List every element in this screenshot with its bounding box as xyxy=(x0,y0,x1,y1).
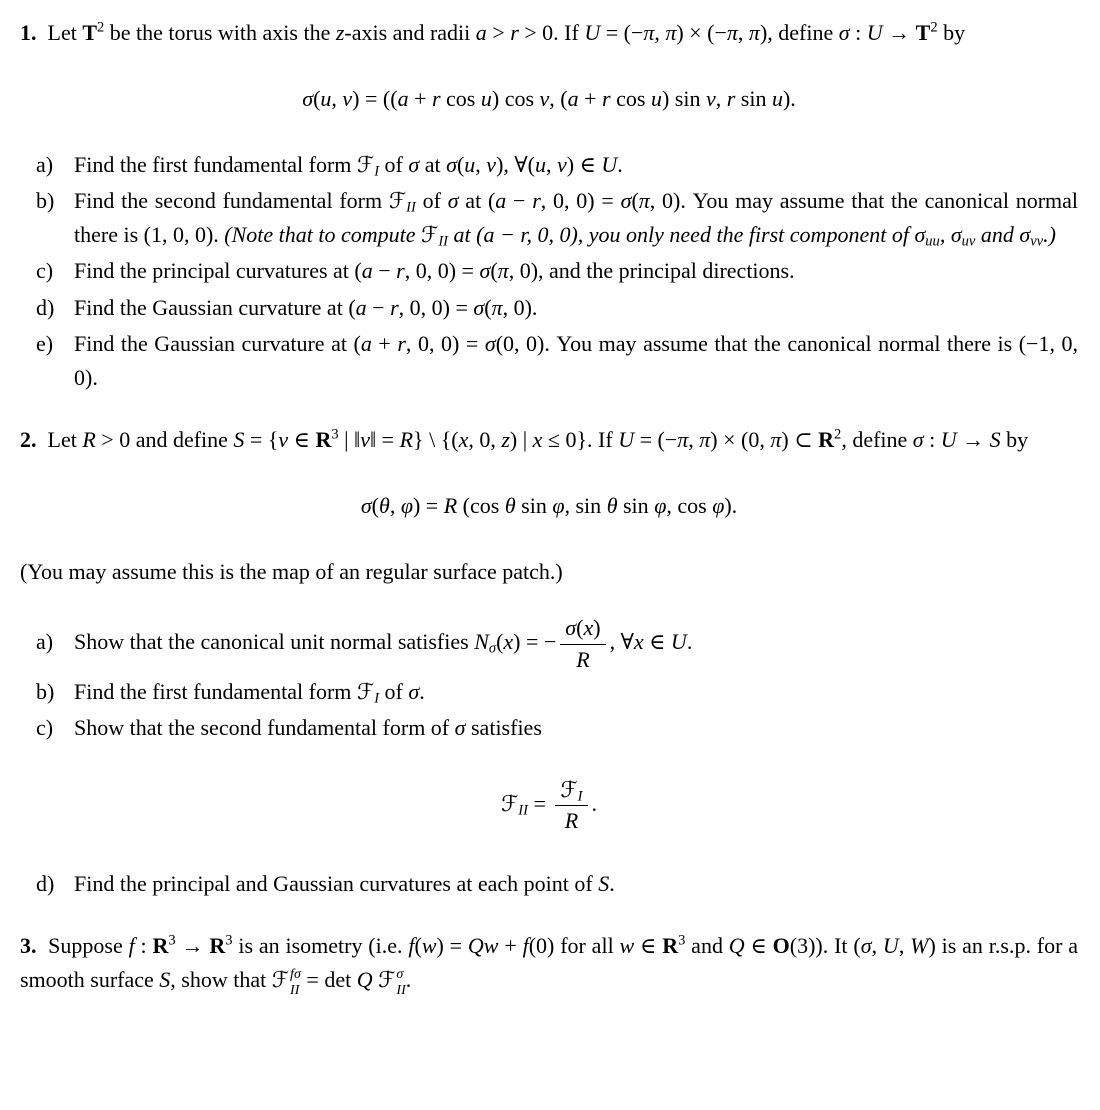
text-segment: . xyxy=(591,791,598,817)
problem-1-parts xyxy=(20,148,1078,395)
text-segment: ∈ xyxy=(634,932,663,958)
text-segment: U xyxy=(584,20,601,45)
text-segment: Find the principal curvatures at ( xyxy=(74,258,362,284)
text-segment: r xyxy=(602,86,611,112)
problem-2-note xyxy=(20,555,1078,589)
problem-2-parts-abc xyxy=(20,615,1078,745)
text-segment: ∈ xyxy=(744,932,773,958)
text-segment: , show that xyxy=(170,967,272,993)
text-segment: r xyxy=(390,294,399,320)
text-segment: a xyxy=(355,294,367,320)
text-segment: π xyxy=(699,426,711,452)
text-segment: R xyxy=(662,932,679,958)
text-segment: R xyxy=(818,426,835,452)
text-segment: Find the Gaussian curvature at ( xyxy=(74,330,361,356)
text-segment: . xyxy=(686,629,693,655)
text-segment: > 0 and define xyxy=(95,426,234,452)
problem-1-part-b xyxy=(20,184,1078,252)
text-segment: II xyxy=(406,199,416,216)
text-segment: R xyxy=(564,808,579,834)
text-segment: , xyxy=(871,932,883,958)
text-segment: φ xyxy=(712,492,725,518)
problem-2-part-d-list xyxy=(20,867,1078,901)
item-text xyxy=(74,184,1078,252)
text-segment: − xyxy=(506,188,533,214)
text-segment: O xyxy=(772,932,790,958)
text-segment: (You may assume this is the map of an regular surface patch.) xyxy=(20,559,563,585)
text-segment: + xyxy=(498,932,523,958)
text-segment: v xyxy=(557,152,567,178)
problem-2-intro xyxy=(20,423,1078,457)
text-segment: ) ⊂ xyxy=(781,426,819,452)
text-segment: σ xyxy=(447,188,459,214)
text-segment: , xyxy=(654,20,666,45)
text-segment: 2 xyxy=(930,19,938,36)
text-segment: of xyxy=(379,152,409,178)
text-segment: w xyxy=(421,932,437,958)
text-segment: U xyxy=(940,426,957,452)
sup-sub-stack: fσ II xyxy=(290,965,301,999)
text-segment: r xyxy=(726,86,736,112)
text-segment: σ xyxy=(484,330,496,356)
text-segment: σ xyxy=(912,426,924,452)
text-segment: : xyxy=(849,20,867,45)
text-segment: , xyxy=(546,152,557,178)
sup-sub-stack: σ II xyxy=(396,965,406,999)
text-segment: v xyxy=(278,426,289,452)
text-segment: 3 xyxy=(331,426,339,443)
text-segment: by xyxy=(937,20,966,45)
text-segment: be the torus with axis the xyxy=(104,20,336,45)
text-segment: (Note that to compute ℱ xyxy=(224,222,439,248)
text-segment: , 0, 0) = xyxy=(404,258,480,284)
text-segment: f xyxy=(128,932,135,958)
text-segment: = det xyxy=(300,967,357,993)
text-segment: , xyxy=(898,932,911,958)
text-segment: U xyxy=(618,426,635,452)
text-segment: 3 xyxy=(225,932,233,949)
text-segment: of xyxy=(415,188,448,214)
text-segment: (3)). It ( xyxy=(789,932,861,958)
text-segment: ( xyxy=(414,932,422,958)
text-segment: Q xyxy=(728,932,745,958)
fraction xyxy=(555,777,587,835)
text-segment: R xyxy=(576,646,590,672)
text-segment: u xyxy=(464,152,476,178)
text-segment: θ xyxy=(606,492,618,518)
text-segment: ℱ xyxy=(500,791,519,817)
text-segment: ∈ xyxy=(288,426,316,452)
text-segment: Let xyxy=(36,426,83,452)
text-segment: → xyxy=(882,20,916,45)
text-segment: ( xyxy=(313,86,321,112)
text-segment: − xyxy=(372,258,397,284)
item-label: b) xyxy=(36,678,55,704)
text-segment: I xyxy=(374,163,380,180)
text-segment: U xyxy=(601,152,618,178)
text-segment: , xyxy=(331,86,343,112)
text-segment: u xyxy=(535,152,546,178)
text-segment: .) xyxy=(1043,222,1056,248)
text-segment: ) cos xyxy=(491,86,540,112)
text-segment: vv xyxy=(1030,234,1044,250)
text-segment: ) = xyxy=(436,932,468,958)
text-segment: a xyxy=(397,86,409,112)
item-text xyxy=(74,254,1078,288)
text-segment: sin xyxy=(515,492,553,518)
text-segment: , xyxy=(939,222,951,248)
text-segment: Q xyxy=(356,967,373,993)
text-segment: (0) for all xyxy=(528,932,620,958)
text-segment: φ xyxy=(654,492,667,518)
text-segment: σ xyxy=(408,678,420,704)
text-segment: , 0). xyxy=(502,294,538,320)
text-segment: ∈ xyxy=(643,629,671,655)
text-segment: of xyxy=(379,678,409,704)
text-segment: at xyxy=(419,152,447,178)
text-segment: I xyxy=(374,690,380,707)
text-segment: σ xyxy=(860,932,872,958)
text-segment: 2 xyxy=(97,19,105,36)
text-segment: ) xyxy=(593,615,601,641)
text-segment: π xyxy=(491,294,503,320)
text-segment: σ xyxy=(360,492,372,518)
text-segment: . xyxy=(609,870,615,896)
text-segment: . xyxy=(419,678,425,704)
text-segment: π xyxy=(643,20,655,45)
text-segment: v xyxy=(486,152,497,178)
fraction xyxy=(560,615,605,673)
text-segment: : xyxy=(923,426,941,452)
text-segment: Suppose xyxy=(36,932,129,958)
text-segment: Show that the canonical unit normal satisfies xyxy=(74,629,475,655)
text-segment: z xyxy=(335,20,345,45)
text-segment: ( xyxy=(576,615,584,641)
text-segment: ) ∈ xyxy=(566,152,602,178)
text-segment: 3. xyxy=(20,932,37,958)
text-segment: ) is an r.s.p. for a smooth surface xyxy=(20,932,1079,993)
text-segment: σ xyxy=(565,615,577,641)
text-segment: u xyxy=(480,86,492,112)
text-segment: ). xyxy=(724,492,738,518)
text-segment: T xyxy=(915,20,931,45)
text-segment: , 0, 0) = xyxy=(540,188,621,214)
text-segment: -axis and radii xyxy=(344,20,476,45)
text-segment: Find the second fundamental form ℱ xyxy=(74,188,407,214)
text-segment: ( xyxy=(490,258,498,284)
text-segment: ≤ 0}. If xyxy=(542,426,619,452)
text-segment: = { xyxy=(244,426,279,452)
text-segment: → xyxy=(956,426,990,452)
text-segment: , sin xyxy=(564,492,607,518)
text-segment: U xyxy=(882,932,899,958)
text-segment: σ xyxy=(446,152,457,178)
text-segment: = (− xyxy=(600,20,644,45)
item-label: a) xyxy=(36,152,54,178)
problem-2-part-b xyxy=(20,675,1078,709)
text-segment: , ( xyxy=(549,86,568,112)
text-segment: u xyxy=(771,86,783,112)
text-segment: 2 xyxy=(834,426,842,443)
text-segment: a xyxy=(567,86,579,112)
text-segment: x xyxy=(583,615,594,641)
equation-torus-parametrization xyxy=(20,82,1078,116)
problem-2-part-c xyxy=(20,711,1078,745)
text-segment: 3 xyxy=(168,932,176,949)
text-segment: σ xyxy=(488,640,497,657)
text-segment: is an isometry (i.e. xyxy=(232,932,409,958)
text-segment: satisfies xyxy=(465,715,542,740)
text-segment: v xyxy=(342,86,353,112)
text-segment: ( xyxy=(484,294,492,320)
text-segment: , 0), and the principal directions. xyxy=(508,258,795,284)
text-segment: a xyxy=(495,188,507,214)
text-segment: ) × (− xyxy=(676,20,727,45)
text-segment: , 0, 0), you only need the first component of xyxy=(526,222,915,248)
text-segment: and xyxy=(975,222,1020,248)
text-segment: , 0, 0) = xyxy=(398,294,474,320)
text-segment: σ xyxy=(1019,222,1031,248)
text-segment: r xyxy=(396,258,405,284)
text-segment: II xyxy=(518,802,528,819)
text-segment: ( xyxy=(496,629,504,655)
text-segment: R xyxy=(443,492,458,518)
equation-sphere-parametrization xyxy=(20,489,1078,523)
text-segment: a xyxy=(360,330,372,356)
item-label: e) xyxy=(36,330,54,356)
text-segment: Let xyxy=(36,20,83,45)
text-segment: ℱ xyxy=(372,967,396,993)
text-segment: cos xyxy=(440,86,481,112)
text-segment: a xyxy=(483,222,495,248)
text-segment: ) × (0, xyxy=(710,426,771,452)
text-segment: − xyxy=(366,294,391,320)
problem-1-part-e xyxy=(20,327,1078,395)
text-segment: | ‖ xyxy=(338,426,361,452)
text-segment: S xyxy=(233,426,245,452)
text-segment: + xyxy=(408,86,432,112)
text-segment: r xyxy=(431,86,441,112)
text-segment: ℱ xyxy=(560,777,578,803)
text-segment: ) = xyxy=(412,492,444,518)
text-segment: , 0, 0) = xyxy=(405,330,485,356)
text-segment: Find the first fundamental form ℱ xyxy=(74,678,375,704)
text-segment: f xyxy=(522,932,529,958)
equation-second-fundamental-form xyxy=(20,777,1078,835)
problem-2-part-d xyxy=(20,867,1078,901)
text-segment: , cos xyxy=(666,492,713,518)
text-segment: σ xyxy=(408,152,420,178)
text-segment: Qw xyxy=(467,932,499,958)
text-segment: π xyxy=(770,426,782,452)
text-segment: > 0. If xyxy=(518,20,585,45)
item-text xyxy=(74,148,1078,182)
text-segment: u xyxy=(650,86,662,112)
problem-3 xyxy=(20,929,1078,998)
text-segment: S xyxy=(159,967,171,993)
text-segment: I xyxy=(577,788,583,805)
text-segment: R xyxy=(152,932,169,958)
problem-1-intro xyxy=(20,16,1078,50)
text-segment: r xyxy=(520,222,527,248)
text-segment: R xyxy=(315,426,332,452)
text-segment: x xyxy=(503,629,514,655)
text-segment: f xyxy=(408,932,415,958)
text-segment: R xyxy=(399,426,414,452)
text-segment: T xyxy=(82,20,98,45)
text-segment: u xyxy=(320,86,332,112)
text-segment: } \ {( xyxy=(413,426,459,452)
item-label: a) xyxy=(36,629,54,655)
text-segment: uu xyxy=(925,234,940,250)
text-segment: by xyxy=(1000,426,1029,452)
text-segment: + xyxy=(371,330,398,356)
item-text xyxy=(74,711,1078,745)
text-segment: + xyxy=(578,86,603,112)
text-segment: v xyxy=(360,426,370,452)
text-segment: > xyxy=(486,20,511,45)
text-segment: x xyxy=(458,426,469,452)
text-segment: x xyxy=(633,629,644,655)
text-segment: at ( xyxy=(458,188,496,214)
text-segment: z xyxy=(501,426,510,452)
text-segment: 1. xyxy=(20,20,37,45)
item-label: c) xyxy=(36,258,54,284)
text-segment: π xyxy=(677,426,689,452)
item-label: b) xyxy=(36,188,55,214)
text-segment: sin xyxy=(735,86,772,112)
text-segment: σ xyxy=(473,294,485,320)
text-segment: , xyxy=(737,20,749,45)
text-segment: , 0). You may assume that the canonical normal there is (1, 0, 0). xyxy=(74,188,1079,248)
text-segment: σ xyxy=(914,222,926,248)
item-text xyxy=(74,327,1078,395)
text-segment: cos xyxy=(610,86,651,112)
text-segment: ( xyxy=(371,492,379,518)
text-segment: , 0, xyxy=(468,426,502,452)
text-segment: ) | xyxy=(509,426,533,452)
text-segment: Find the principal and Gaussian curvatures at each point of xyxy=(74,870,599,896)
text-segment: U xyxy=(866,20,883,45)
text-segment: = xyxy=(527,791,552,817)
text-segment: v xyxy=(705,86,716,112)
text-segment: S xyxy=(989,426,1001,452)
text-segment: at ( xyxy=(448,222,484,248)
item-text xyxy=(74,867,1078,901)
text-segment: uv xyxy=(961,234,976,250)
text-segment: r xyxy=(397,330,406,356)
text-segment: σ xyxy=(620,188,632,214)
text-segment: π xyxy=(748,20,760,45)
item-text xyxy=(74,675,1078,709)
text-segment: . xyxy=(405,967,412,993)
text-segment: a xyxy=(475,20,487,45)
text-segment: x xyxy=(532,426,543,452)
text-segment: φ xyxy=(400,492,413,518)
text-segment: π xyxy=(726,20,738,45)
text-segment: ℱ xyxy=(271,967,290,993)
text-segment: , xyxy=(715,86,727,112)
text-segment: , xyxy=(389,492,401,518)
text-segment: ) = (( xyxy=(352,86,398,112)
text-segment: ) = − xyxy=(513,629,557,655)
item-label: d) xyxy=(36,870,55,896)
text-segment: S xyxy=(598,870,610,896)
text-segment: ) sin xyxy=(661,86,706,112)
text-segment: σ xyxy=(838,20,850,45)
text-segment: σ xyxy=(302,86,314,112)
text-segment: ), ∀( xyxy=(496,152,535,178)
text-segment: II xyxy=(438,234,449,250)
text-segment: U xyxy=(670,629,687,655)
text-segment: ( xyxy=(631,188,639,214)
text-segment: ). xyxy=(782,86,796,112)
text-segment: π xyxy=(638,188,650,214)
text-segment: r xyxy=(510,20,519,45)
text-segment: a xyxy=(361,258,373,284)
text-segment: . xyxy=(617,152,623,178)
text-segment: Find the Gaussian curvature at ( xyxy=(74,294,356,320)
text-segment: → xyxy=(175,932,210,958)
text-segment: , xyxy=(475,152,487,178)
text-segment: ), define xyxy=(759,20,839,45)
problem-1-part-a xyxy=(20,148,1078,182)
text-segment: = (− xyxy=(634,426,678,452)
text-segment: , define xyxy=(841,426,913,452)
text-segment: θ xyxy=(379,492,390,518)
text-segment: Show that the second fundamental form of xyxy=(74,715,455,740)
item-label: c) xyxy=(36,715,54,740)
text-segment: w xyxy=(619,932,635,958)
text-segment: σ xyxy=(950,222,962,248)
text-segment: and xyxy=(685,932,729,958)
text-segment: ( xyxy=(456,152,465,178)
text-segment: W xyxy=(910,932,929,958)
text-segment: (cos xyxy=(457,492,505,518)
text-segment: φ xyxy=(552,492,565,518)
text-segment: , xyxy=(688,426,700,452)
item-text xyxy=(74,615,1078,673)
text-segment: 3 xyxy=(678,932,686,949)
text-segment: π xyxy=(665,20,677,45)
item-text xyxy=(74,291,1078,325)
text-segment: 2. xyxy=(20,426,37,452)
text-segment: sin xyxy=(617,492,655,518)
problem-2-part-a xyxy=(20,615,1078,673)
text-segment: π xyxy=(497,258,509,284)
text-segment: (0, 0). You may assume that the canonical normal there is (−1, 0, 0). xyxy=(74,330,1079,390)
text-segment: − xyxy=(494,222,521,248)
text-segment: , ∀ xyxy=(609,629,634,655)
text-segment: R xyxy=(209,932,226,958)
problem-1-part-c xyxy=(20,254,1078,288)
text-segment: ‖ = xyxy=(369,426,400,452)
text-segment: r xyxy=(532,188,541,214)
item-label: d) xyxy=(36,294,55,320)
text-segment: v xyxy=(539,86,550,112)
text-segment: N xyxy=(474,629,489,655)
text-segment: R xyxy=(82,426,96,452)
problem-1-part-d xyxy=(20,291,1078,325)
text-segment: σ xyxy=(479,258,491,284)
text-segment: Find the first fundamental form ℱ xyxy=(74,152,375,178)
text-segment: σ xyxy=(454,715,466,740)
text-segment: : xyxy=(134,932,153,958)
text-segment: θ xyxy=(504,492,516,518)
